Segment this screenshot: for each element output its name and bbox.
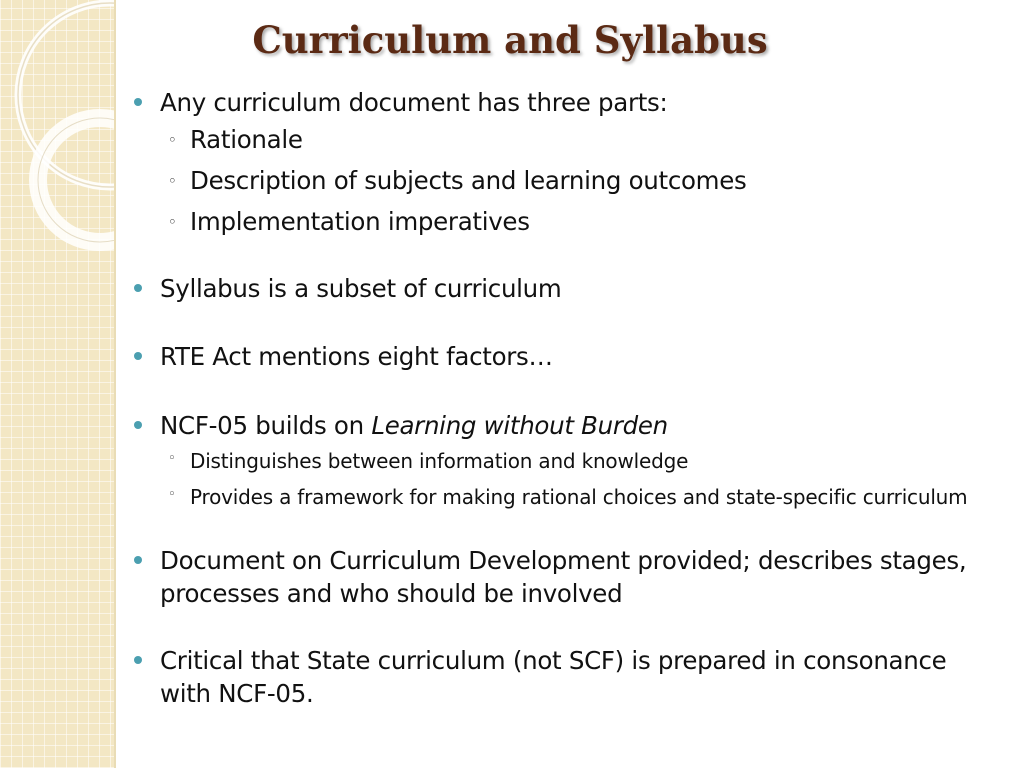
bullet-item xyxy=(132,544,992,610)
bullet-dot-icon xyxy=(134,98,142,106)
sub-bullet-text: Implementation imperatives xyxy=(190,207,530,236)
sub-bullet-item xyxy=(132,160,992,201)
ring-bullet-icon: ◦ xyxy=(168,451,176,466)
ring-bullet-icon: ◦ xyxy=(168,487,176,502)
sub-bullet-text: Provides a framework for making rational choices and state-specific curriculum xyxy=(190,485,968,509)
bullet-item xyxy=(132,644,992,710)
bullet-item xyxy=(132,340,992,373)
bullet-text: Critical that State curriculum (not SCF) is prepared in consonance with NCF-05. xyxy=(160,646,947,708)
bullet-item xyxy=(132,272,992,305)
sub-bullet-text: Rationale xyxy=(190,125,303,154)
bullet-dot-icon xyxy=(134,284,142,292)
bullet-text-prefix: NCF-05 builds on xyxy=(160,411,372,440)
decorative-rings-graphic xyxy=(0,0,114,768)
bullet-dot-icon xyxy=(134,352,142,360)
bullet-item xyxy=(132,86,992,119)
sub-bullet-text: Description of subjects and learning outcomes xyxy=(190,166,747,195)
bullet-dot-icon xyxy=(134,556,142,564)
slide-content xyxy=(132,86,992,710)
bullet-text-italic: Learning without Burden xyxy=(371,411,668,440)
bullet-item xyxy=(132,409,992,442)
sub-bullet-item xyxy=(132,484,992,510)
bullet-text: Any curriculum document has three parts: xyxy=(160,88,668,117)
ring-bullet-icon: ◦ xyxy=(168,172,177,190)
bullet-dot-icon xyxy=(134,421,142,429)
sub-bullet-item xyxy=(132,201,992,242)
slide-title: Curriculum and Syllabus xyxy=(252,18,768,62)
bullet-text: Syllabus is a subset of curriculum xyxy=(160,274,562,303)
bullet-text: RTE Act mentions eight factors… xyxy=(160,342,553,371)
bullet-text: Document on Curriculum Development provided; describes stages, processes and who should be involved xyxy=(160,546,967,608)
sub-bullet-item xyxy=(132,448,992,474)
ring-bullet-icon: ◦ xyxy=(168,131,177,149)
bullet-dot-icon xyxy=(134,656,142,664)
ring-bullet-icon: ◦ xyxy=(168,213,177,231)
sub-bullet-text: Distinguishes between information and knowledge xyxy=(190,449,689,473)
sub-bullet-item xyxy=(132,119,992,160)
decorative-sidebar xyxy=(0,0,116,768)
